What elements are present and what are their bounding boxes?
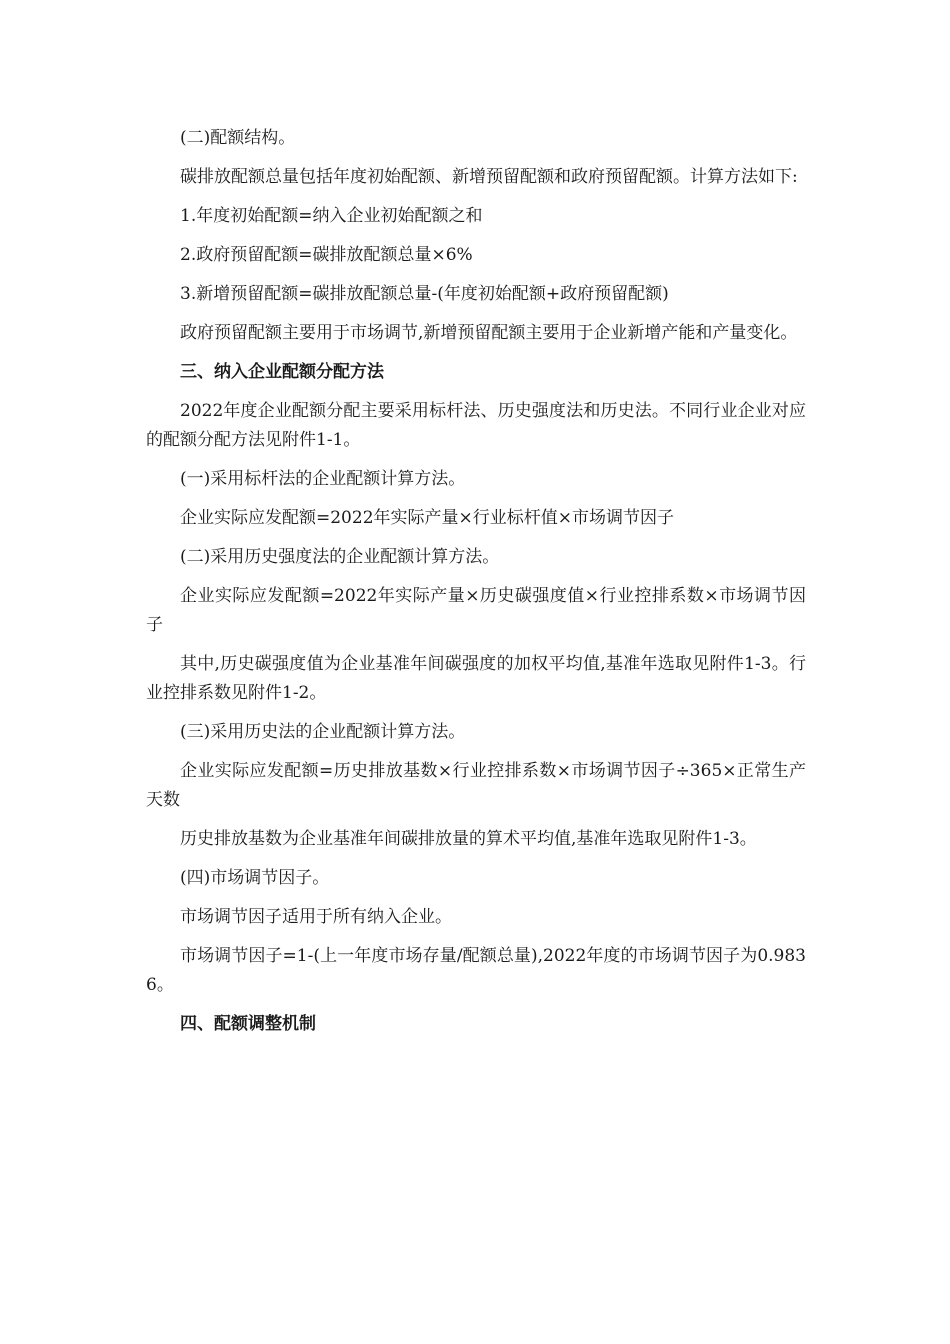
paragraph-allocation-overview: 2022年度企业配额分配主要采用标杆法、历史强度法和历史法。不同行业企业对应的配额分配方法见附件1-1。 [146, 401, 806, 450]
subheading-historical-intensity-method: (二)采用历史强度法的企业配额计算方法。 [180, 547, 500, 567]
paragraph-market-factor-scope: 市场调节因子适用于所有纳入企业。 [180, 907, 452, 927]
section-subheading-quota-structure: (二)配额结构。 [180, 128, 296, 148]
document-body [146, 124, 806, 1049]
subheading-historical-method: (三)采用历史法的企业配额计算方法。 [180, 722, 466, 742]
paragraph-reserve-usage: 政府预留配额主要用于市场调节,新增预留配额主要用于企业新增产能和产量变化。 [180, 323, 798, 343]
formula-annual-initial-quota: 1.年度初始配额=纳入企业初始配额之和 [180, 206, 483, 226]
formula-market-adjustment-factor: 市场调节因子=1-(上一年度市场存量/配额总量),2022年度的市场调节因子为0.9836。 [146, 946, 806, 995]
formula-historical-method: 企业实际应发配额=历史排放基数×行业控排系数×市场调节因子÷365×正常生产天数 [146, 761, 806, 810]
formula-new-reserve-quota: 3.新增预留配额=碳排放配额总量-(年度初始配额+政府预留配额) [180, 284, 669, 304]
paragraph-quota-total: 碳排放配额总量包括年度初始配额、新增预留配额和政府预留配额。计算方法如下: [180, 167, 798, 187]
formula-benchmark-method: 企业实际应发配额=2022年实际产量×行业标杆值×市场调节因子 [180, 508, 674, 528]
subheading-benchmark-method: (一)采用标杆法的企业配额计算方法。 [180, 469, 466, 489]
section-heading-allocation-methods: 三、纳入企业配额分配方法 [180, 362, 384, 382]
paragraph-historical-intensity-note: 其中,历史碳强度值为企业基准年间碳强度的加权平均值,基准年选取见附件1-3。行业控排系数见附件1-2。 [146, 654, 806, 703]
paragraph-historical-baseline-note: 历史排放基数为企业基准年间碳排放量的算术平均值,基准年选取见附件1-3。 [180, 829, 757, 849]
section-heading-quota-adjustment: 四、配额调整机制 [180, 1014, 316, 1034]
formula-government-reserve-quota: 2.政府预留配额=碳排放配额总量×6% [180, 245, 473, 265]
subheading-market-adjustment-factor: (四)市场调节因子。 [180, 868, 330, 888]
formula-historical-intensity-method: 企业实际应发配额=2022年实际产量×历史碳强度值×行业控排系数×市场调节因子 [146, 586, 806, 635]
